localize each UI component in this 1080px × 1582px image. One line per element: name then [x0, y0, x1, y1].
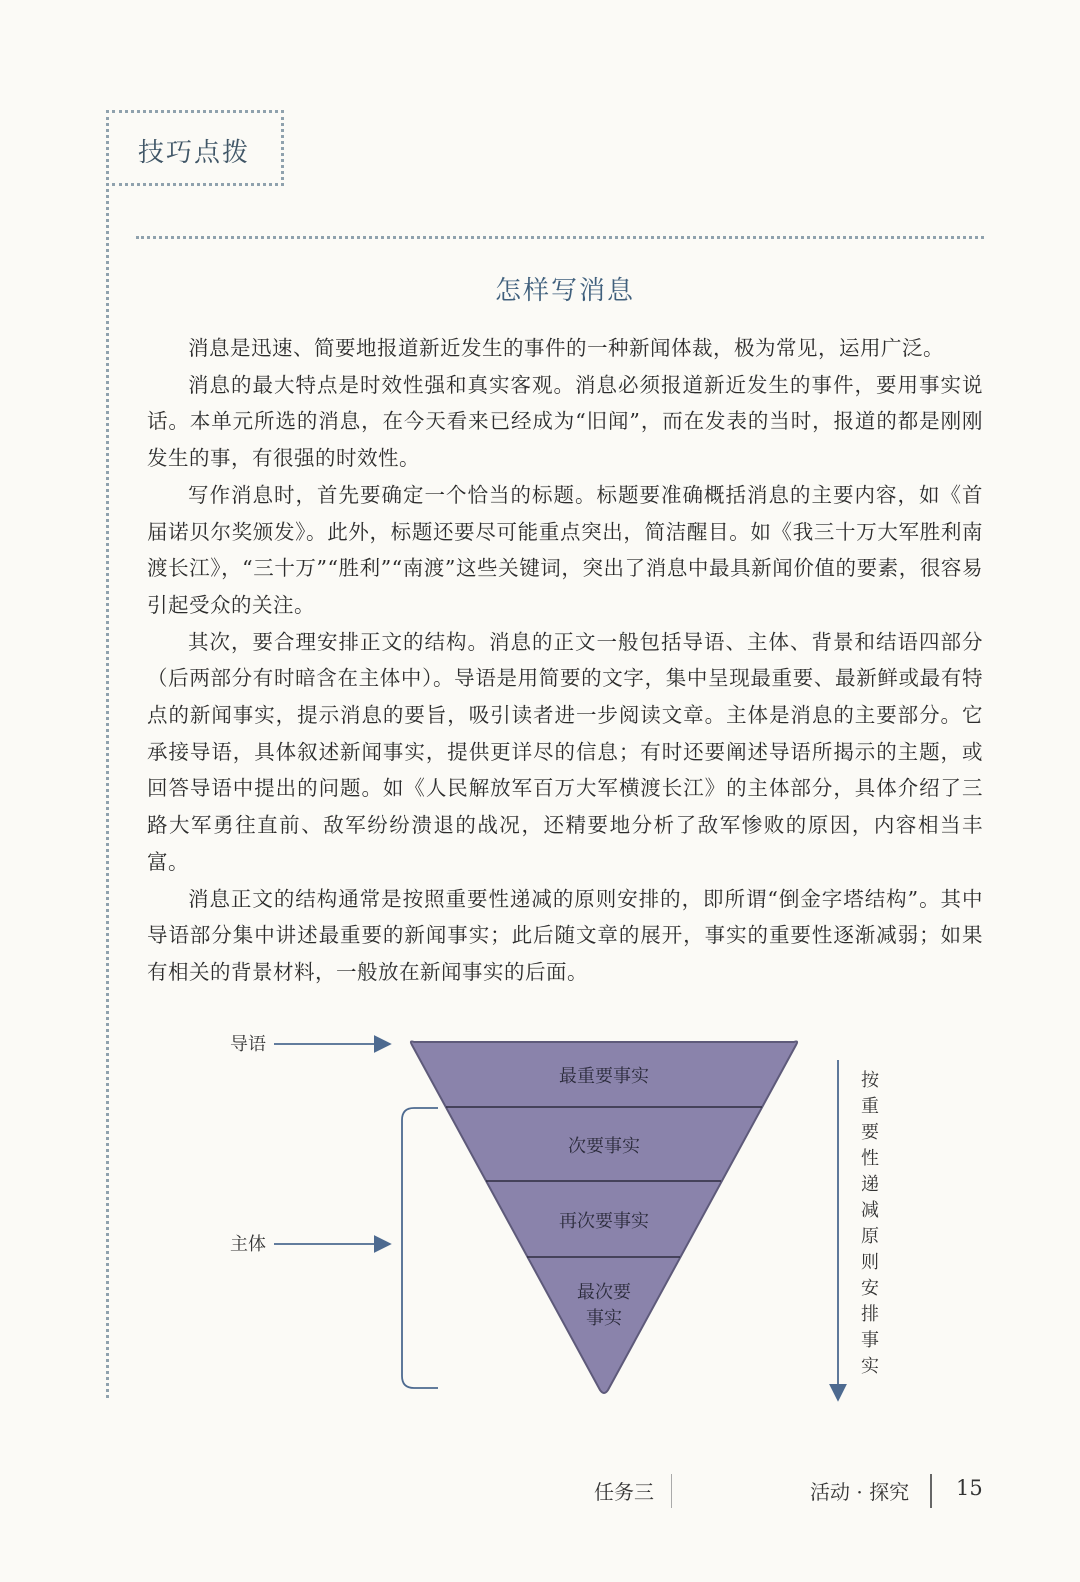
footer-separator — [930, 1474, 932, 1508]
tier-label: 最重要事实 — [559, 1066, 649, 1087]
paragraph: 消息的最大特点是时效性强和真实客观。消息必须报道新近发生的事件，要用事实说话。本单元所选的消息，在今天看来已经成为“旧闻”，而在发表的当时，报道的都是刚刚发生的事，有很强的时效性。 — [147, 372, 983, 471]
side-char: 排 — [861, 1304, 879, 1325]
page-number: 15 — [956, 1476, 983, 1500]
tier-label: 次要事实 — [568, 1136, 640, 1157]
tier-label: 再次要事实 — [559, 1211, 649, 1232]
paragraph: 其次，要合理安排正文的结构。消息的正文一般包括导语、主体、背景和结语四部分（后两部分有时暗含在主体中）。导语是用简要的文字，集中呈现最重要、最新鲜或最有特点的新闻事实，提示消息的要旨，吸引读者进一步阅读文章。主体是消息的主要部分。它承接导语，具体叙述新闻事实，提供更详尽的信息；有时还要阐述导语所揭示的主题，或回答导语中提出的问题。如《人民解放军百万大军横渡长江》的主体部分，具体介绍了三路大军勇往直前、敌军纷纷溃退的战况，还精要地分析了敌军惨败的原因，内容相当丰富。 — [147, 629, 983, 874]
body-bracket — [402, 1108, 438, 1388]
lead-label: 导语 — [230, 1034, 266, 1055]
side-char: 安 — [861, 1278, 879, 1299]
side-char: 要 — [861, 1122, 879, 1143]
article-title: 怎样写消息 — [494, 276, 635, 306]
side-char: 按 — [861, 1070, 879, 1091]
side-caption — [861, 1070, 880, 1377]
paragraph: 消息是迅速、简要地报道新近发生的事件的一种新闻体裁，极为常见，运用广泛。 — [188, 336, 944, 360]
footer-task: 任务三 — [594, 1480, 654, 1504]
body-label: 主体 — [230, 1234, 266, 1255]
side-char: 则 — [861, 1252, 879, 1273]
side-char: 性 — [861, 1148, 879, 1169]
inverted-pyramid-diagram — [0, 1000, 1080, 1420]
side-char: 递 — [861, 1174, 879, 1195]
footer-section: 活动 · 探究 — [810, 1480, 910, 1504]
footer-separator — [671, 1474, 672, 1508]
article-body — [147, 330, 983, 991]
dotted-divider — [136, 236, 984, 239]
tier-label: 事实 — [586, 1308, 622, 1329]
paragraph: 写作消息时，首先要确定一个恰当的标题。标题要准确概括消息的主要内容，如《首届诺贝尔奖颁发》。此外，标题还要尽可能重点突出，简洁醒目。如《我三十万大军胜利南渡长江》，“三十万”“胜利”“南渡”这些关键词，突出了消息中最具新闻价值的要素，很容易引起受众的关注。 — [147, 482, 983, 617]
side-char: 重 — [861, 1096, 879, 1117]
tier-label: 最次要 — [577, 1282, 631, 1303]
paragraph: 消息正文的结构通常是按照重要性递减的原则安排的，即所谓“倒金字塔结构”。其中导语部分集中讲述最重要的新闻事实；此后随文章的展开，事实的重要性逐渐减弱；如果有相关的背景材料，一般放在新闻事实的后面。 — [147, 886, 983, 984]
side-char: 实 — [861, 1356, 879, 1377]
side-char: 原 — [861, 1226, 879, 1247]
side-char: 减 — [861, 1200, 879, 1221]
side-char: 事 — [861, 1330, 879, 1351]
section-tag: 技巧点拨 — [138, 138, 251, 168]
